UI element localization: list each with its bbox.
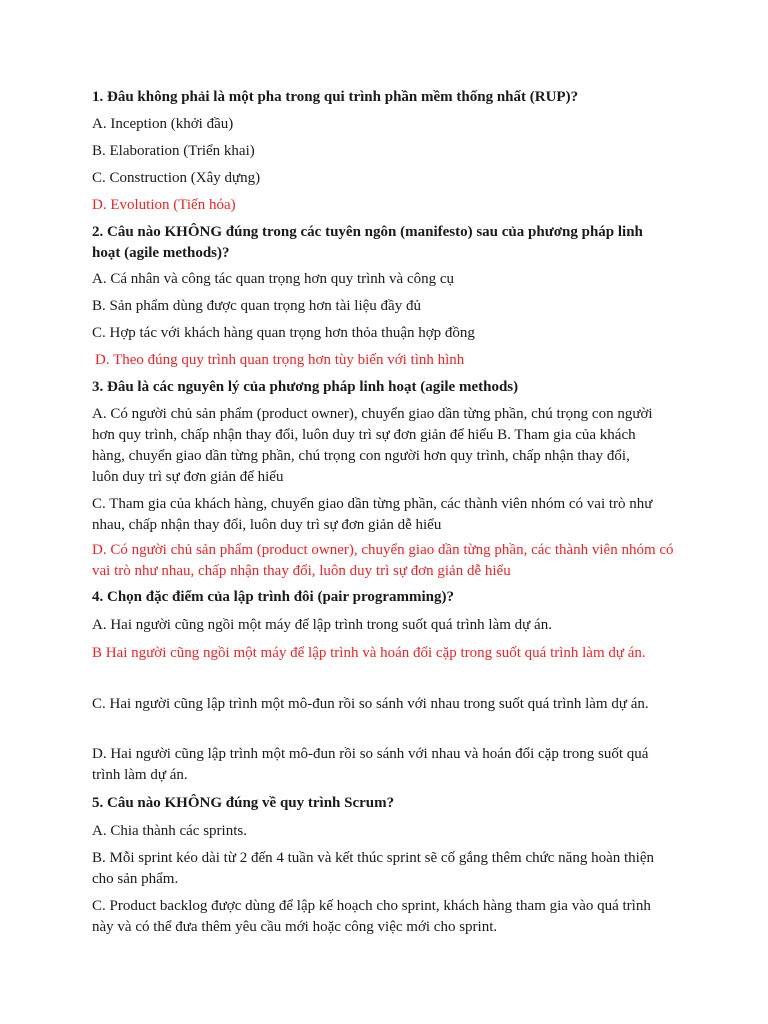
q1-option-a: A. Inception (khởi đầu) (92, 116, 234, 132)
question-2: 2. Câu nào KHÔNG đúng trong các tuyên ngôn (manifesto) sau của phương pháp linh hoạt (agile methods)? (92, 224, 643, 261)
q4-option-a: A. Hai người cũng ngồi một máy để lập trình trong suốt quá trình làm dự án. (92, 617, 552, 633)
question-1: 1. Đâu không phải là một pha trong qui trình phần mềm thống nhất (RUP)? (92, 89, 579, 105)
q5-option-b: B. Mỗi sprint kéo dài từ 2 đến 4 tuần và kết thúc sprint sẽ cố gắng thêm chức năng hoàn thiện cho sản phẩm. (92, 850, 654, 887)
q2-option-d-correct: D. Theo đúng quy trình quan trọng hơn tùy biến với tình hình (95, 352, 465, 368)
q1-option-d-correct: D. Evolution (Tiến hóa) (92, 197, 236, 213)
q3-option-d-correct: D. Có người chủ sản phẩm (product owner), chuyển giao dần từng phần, các thành viên nhóm có vai trò như nhau, chấp nhận thay đổi, luôn duy trì sự đơn giản dễ hiểu (92, 542, 674, 579)
q2-option-b: B. Sản phẩm dùng được quan trọng hơn tài liệu đầy đủ (92, 298, 421, 314)
q3-option-a-b: A. Có người chủ sản phẩm (product owner), chuyển giao dần từng phần, chú trọng con người hơn quy trình, chấp nhận thay đổi, luôn duy trì sự đơn giản để hiểu B. Tham gia của khách hàng, chuyển giao dần từng phần, chú trọng con người hơn quy trình, chấp nhận thay đổi, luôn duy trì sự đơn giản để hiểu (92, 406, 653, 485)
q1-option-c: C. Construction (Xây dựng) (92, 170, 261, 186)
q5-option-a: A. Chia thành các sprints. (92, 823, 247, 839)
q2-option-a: A. Cá nhân và công tác quan trọng hơn quy trình và công cụ (92, 271, 455, 287)
q1-option-b: B. Elaboration (Triển khai) (92, 143, 255, 159)
question-5: 5. Câu nào KHÔNG đúng về quy trình Scrum? (92, 795, 395, 811)
q4-option-d: D. Hai người cũng lập trình một mô-đun rồi so sánh với nhau và hoán đổi cặp trong suốt quá trình làm dự án. (92, 746, 649, 783)
question-3: 3. Đâu là các nguyên lý của phương pháp linh hoạt (agile methods) (92, 379, 519, 395)
q4-option-c: C. Hai người cũng lập trình một mô-đun rồi so sánh với nhau trong suốt quá trình làm dự án. (92, 696, 649, 712)
q2-option-c: C. Hợp tác với khách hàng quan trọng hơn thỏa thuận hợp đồng (92, 325, 475, 341)
q4-option-b-correct: B Hai người cũng ngồi một máy để lập trình và hoán đổi cặp trong suốt quá trình làm dự án. (92, 645, 646, 661)
q3-option-c: C. Tham gia của khách hàng, chuyển giao dần từng phần, các thành viên nhóm có vai trò như nhau, chấp nhận thay đổi, luôn duy trì sự đơn giản dễ hiểu (92, 496, 653, 533)
question-4: 4. Chọn đặc điểm của lập trình đôi (pair programming)? (92, 589, 454, 605)
q5-option-c: C. Product backlog được dùng để lập kế hoạch cho sprint, khách hàng tham gia vào quá trình này và có thể đưa thêm yêu cầu mới hoặc công việc mới cho sprint. (92, 898, 651, 935)
